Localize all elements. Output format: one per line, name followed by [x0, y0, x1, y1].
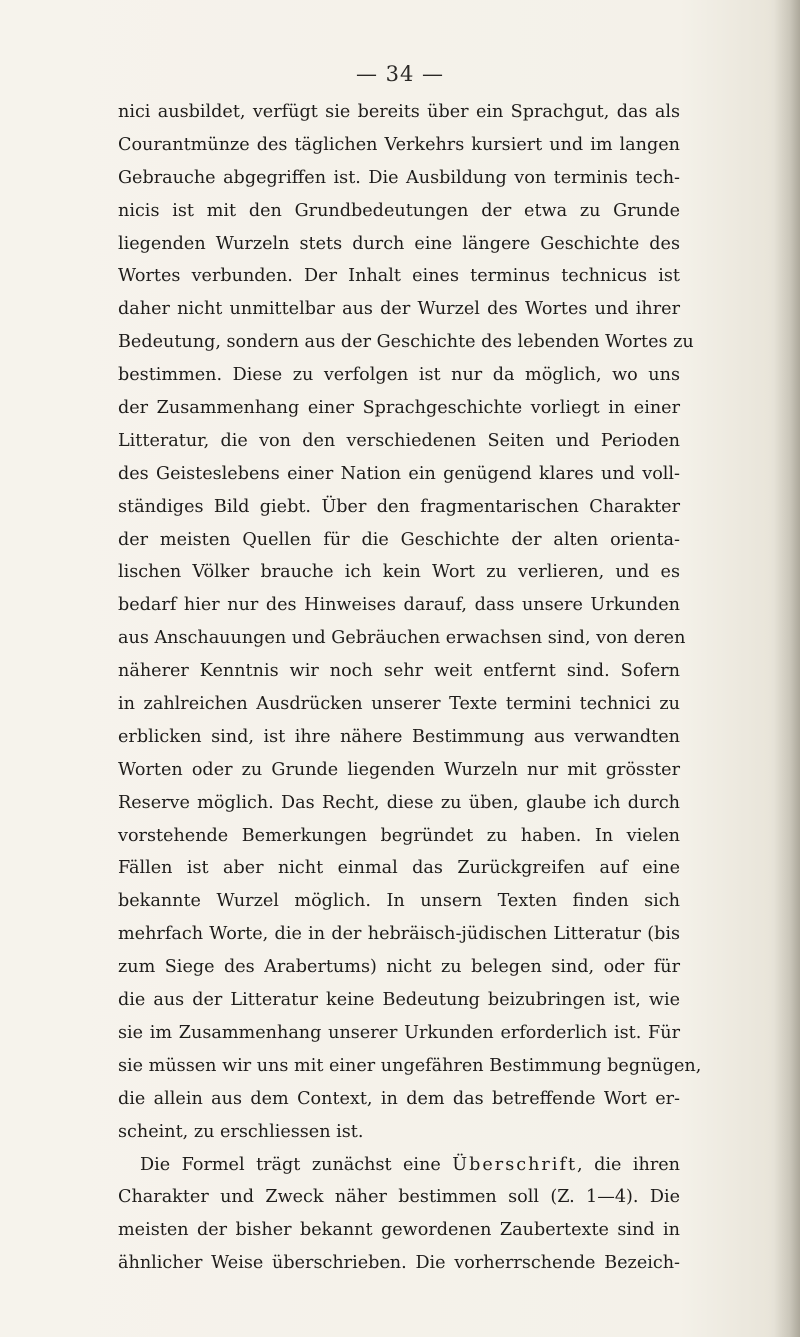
- text-run: Die Formel trägt zunächst eine: [140, 1154, 453, 1175]
- text-line: Fällen ist aber nicht einmal das Zurückgreifen auf eine: [118, 858, 680, 879]
- text-line: vorstehende Bemerkungen begründet zu haben. In vielen: [118, 825, 680, 846]
- text-line: die aus der Litteratur keine Bedeutung beizubringen ist, wie: [118, 990, 680, 1011]
- text-line: ähnlicher Weise überschrieben. Die vorherrschende Bezeich-: [118, 1253, 680, 1274]
- text-line: nici ausbildet, verfügt sie bereits über ein Sprachgut, das als: [118, 102, 680, 122]
- text-line: näherer Kenntnis wir noch sehr weit entfernt sind. Sofern: [118, 661, 680, 682]
- text-line: Gebrauche abgegriffen ist. Die Ausbildung von terminis tech-: [118, 167, 680, 188]
- text-line: liegenden Wurzeln stets durch eine längere Geschichte des: [118, 233, 680, 254]
- text-line: sie im Zusammenhang unserer Urkunden erforderlich ist. Für: [118, 1022, 680, 1043]
- text-line: Courantmünze des täglichen Verkehrs kursiert und im langen: [118, 134, 680, 155]
- text-line: ständiges Bild giebt. Über den fragmentarischen Charakter: [118, 496, 680, 517]
- text-line: bekannte Wurzel möglich. In unsern Texten finden sich: [118, 891, 680, 912]
- text-line: erblicken sind, ist ihre nähere Bestimmung aus verwandten: [118, 726, 680, 747]
- text-line: Bedeutung, sondern aus der Geschichte des lebenden Wortes zu: [118, 332, 694, 353]
- paragraph-end-line: scheint, zu erschliessen ist.: [118, 1121, 364, 1142]
- text-line: Reserve möglich. Das Recht, diese zu üben, glaube ich durch: [118, 792, 680, 813]
- text-line: zum Siege des Arabertums) nicht zu belegen sind, oder für: [118, 957, 680, 978]
- text-line: die allein aus dem Context, in dem das betreffende Wort er-: [118, 1088, 680, 1109]
- text-line: Worten oder zu Grunde liegenden Wurzeln nur mit grösster: [118, 759, 680, 780]
- text-line: lischen Völker brauche ich kein Wort zu verlieren, und es: [118, 562, 680, 583]
- text-line: nicis ist mit den Grundbedeutungen der etwa zu Grunde: [118, 200, 680, 221]
- text-line: daher nicht unmittelbar aus der Wurzel des Wortes und ihrer: [118, 299, 680, 320]
- text-line: der meisten Quellen für die Geschichte der alten orienta-: [118, 529, 680, 550]
- page-edge-shadow: [774, 0, 800, 1337]
- page-number: — 34 —: [355, 62, 445, 86]
- text-run: , die ihren: [577, 1154, 680, 1175]
- body-text: [118, 96, 702, 1280]
- text-line: sie müssen wir uns mit einer ungefähren Bestimmung begnügen,: [118, 1055, 702, 1076]
- emphasized-term: Überschrift: [452, 1154, 578, 1175]
- text-line: bestimmen. Diese zu verfolgen ist nur da möglich, wo uns: [118, 365, 680, 386]
- text-line: mehrfach Worte, die in der hebräisch-jüdischen Litteratur (bis: [118, 924, 680, 945]
- text-line: Wortes verbunden. Der Inhalt eines terminus technicus ist: [118, 266, 680, 287]
- paragraph-start-line: [118, 1149, 680, 1182]
- text-line: der Zusammenhang einer Sprachgeschichte vorliegt in einer: [118, 398, 680, 419]
- text-line: des Geisteslebens einer Nation ein genügend klares und voll-: [118, 463, 680, 484]
- text-line: meisten der bisher bekannt gewordenen Zaubertexte sind in: [118, 1220, 680, 1241]
- text-line: Litteratur, die von den verschiedenen Seiten und Perioden: [118, 430, 680, 451]
- text-line: Charakter und Zweck näher bestimmen soll (Z. 1—4). Die: [118, 1187, 680, 1208]
- text-line: bedarf hier nur des Hinweises darauf, dass unsere Urkunden: [118, 595, 680, 616]
- text-line: aus Anschauungen und Gebräuchen erwachsen sind, von deren: [118, 628, 686, 649]
- text-line: in zahlreichen Ausdrücken unserer Texte termini technici zu: [118, 694, 680, 715]
